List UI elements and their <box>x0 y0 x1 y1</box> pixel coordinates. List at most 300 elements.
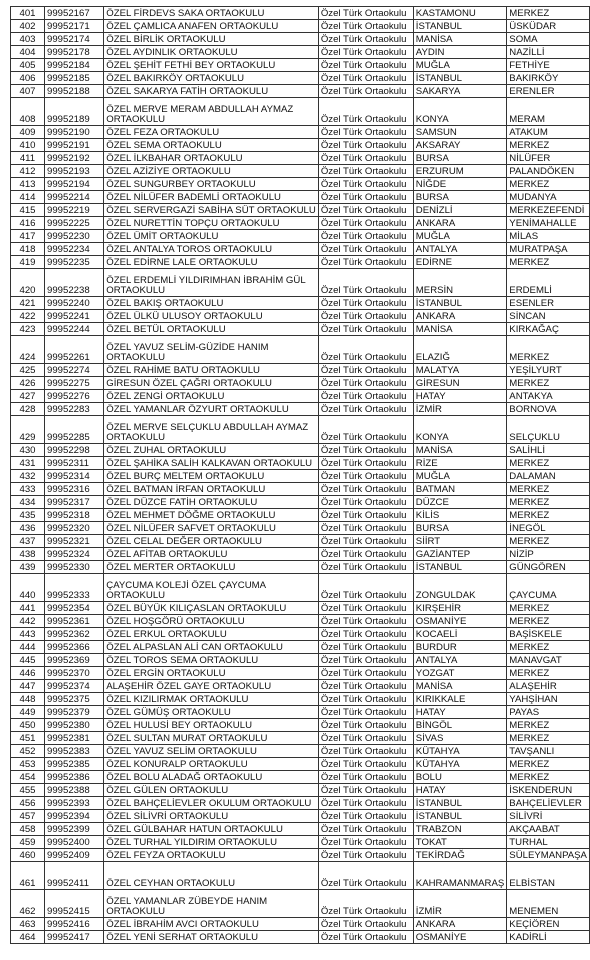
province-cell: TRABZON <box>413 823 507 836</box>
school-code-cell: 99952385 <box>44 758 103 771</box>
row-number-cell: 425 <box>11 364 45 377</box>
school-name-cell: ÖZEL BAKIRKÖY ORTAOKULU <box>104 72 319 85</box>
district-cell: MERKEZ <box>507 457 590 470</box>
row-number-cell: 427 <box>11 390 45 403</box>
district-cell: MERKEZ <box>507 732 590 745</box>
school-name-cell: ÖZEL SEMA ORTAOKULU <box>104 139 319 152</box>
table-row <box>11 230 590 243</box>
school-list-table <box>10 6 590 944</box>
school-type-cell: Özel Türk Ortaokulu <box>318 745 413 758</box>
province-cell: OSMANİYE <box>413 615 507 628</box>
school-name-cell: ÖZEL ERDEMLİ YILDIRIMHAN İBRAHİM GÜL ORTAOKULU <box>104 269 319 297</box>
district-cell: MERKEZ <box>507 496 590 509</box>
table-row <box>11 165 590 178</box>
school-name-cell: ÖZEL BETÜL ORTAOKULU <box>104 323 319 336</box>
province-cell: KONYA <box>413 98 507 126</box>
district-cell: ERDEMLİ <box>507 269 590 297</box>
table-row <box>11 243 590 256</box>
table-row <box>11 574 590 602</box>
table-row <box>11 377 590 390</box>
school-type-cell: Özel Türk Ortaokulu <box>318 165 413 178</box>
row-number-cell: 419 <box>11 256 45 269</box>
table-row <box>11 33 590 46</box>
school-type-cell: Özel Türk Ortaokulu <box>318 403 413 416</box>
school-code-cell: 99952362 <box>44 628 103 641</box>
province-cell: OSMANİYE <box>413 931 507 944</box>
province-cell: İSTANBUL <box>413 20 507 33</box>
district-cell: KEÇİÖREN <box>507 918 590 931</box>
school-name-cell: ÖZEL ZENGİ ORTAOKULU <box>104 390 319 403</box>
row-number-cell: 408 <box>11 98 45 126</box>
school-name-cell: ÖZEL FİRDEVS SAKA ORTAOKULU <box>104 7 319 20</box>
district-cell: SÜLEYMANPAŞA <box>507 849 590 862</box>
school-name-cell: ÖZEL ANTALYA TOROS ORTAOKULU <box>104 243 319 256</box>
school-name-cell: ÖZEL BÜYÜK KILIÇASLAN ORTAOKULU <box>104 602 319 615</box>
school-name-cell: ÖZEL SAKARYA FATİH ORTAOKULU <box>104 85 319 98</box>
district-cell: İNEGÖL <box>507 522 590 535</box>
school-name-cell: ÖZEL YAVUZ SELİM ORTAOKULU <box>104 745 319 758</box>
table-row <box>11 823 590 836</box>
district-cell: MANAVGAT <box>507 654 590 667</box>
row-number-cell: 463 <box>11 918 45 931</box>
table-row <box>11 72 590 85</box>
school-type-cell: Özel Türk Ortaokulu <box>318 931 413 944</box>
school-code-cell: 99952189 <box>44 98 103 126</box>
school-type-cell: Özel Türk Ortaokulu <box>318 654 413 667</box>
district-cell: ERENLER <box>507 85 590 98</box>
province-cell: MANİSA <box>413 444 507 457</box>
row-number-cell: 407 <box>11 85 45 98</box>
province-cell: ZONGULDAK <box>413 574 507 602</box>
school-name-cell: ÖZEL CEYHAN ORTAOKULU <box>104 862 319 890</box>
table-row <box>11 522 590 535</box>
school-type-cell: Özel Türk Ortaokulu <box>318 810 413 823</box>
table-row <box>11 758 590 771</box>
row-number-cell: 450 <box>11 719 45 732</box>
province-cell: MUĞLA <box>413 230 507 243</box>
table-row <box>11 654 590 667</box>
table-row <box>11 719 590 732</box>
row-number-cell: 454 <box>11 771 45 784</box>
row-number-cell: 430 <box>11 444 45 457</box>
school-type-cell: Özel Türk Ortaokulu <box>318 706 413 719</box>
row-number-cell: 410 <box>11 139 45 152</box>
province-cell: YOZGAT <box>413 667 507 680</box>
row-number-cell: 434 <box>11 496 45 509</box>
province-cell: EDİRNE <box>413 256 507 269</box>
district-cell: MERKEZ <box>507 758 590 771</box>
district-cell: SELÇUKLU <box>507 416 590 444</box>
province-cell: BURDUR <box>413 641 507 654</box>
district-cell: YENİMAHALLE <box>507 217 590 230</box>
table-row <box>11 849 590 862</box>
school-code-cell: 99952393 <box>44 797 103 810</box>
row-number-cell: 414 <box>11 191 45 204</box>
province-cell: NİĞDE <box>413 178 507 191</box>
school-name-cell: ÇAYCUMA KOLEJİ ÖZEL ÇAYCUMA ORTAOKULU <box>104 574 319 602</box>
province-cell: AKSARAY <box>413 139 507 152</box>
province-cell: TEKİRDAĞ <box>413 849 507 862</box>
school-type-cell: Özel Türk Ortaokulu <box>318 243 413 256</box>
table-row <box>11 310 590 323</box>
district-cell: PALANDÖKEN <box>507 165 590 178</box>
district-cell: MERKEZ <box>507 483 590 496</box>
row-number-cell: 442 <box>11 615 45 628</box>
row-number-cell: 459 <box>11 836 45 849</box>
school-code-cell: 99952417 <box>44 931 103 944</box>
school-name-cell: ÖZEL FEYZA ORTAOKULU <box>104 849 319 862</box>
school-type-cell: Özel Türk Ortaokulu <box>318 7 413 20</box>
district-cell: MERKEZ <box>507 719 590 732</box>
district-cell: MERKEZ <box>507 139 590 152</box>
district-cell: MERKEZ <box>507 377 590 390</box>
table-row <box>11 269 590 297</box>
row-number-cell: 412 <box>11 165 45 178</box>
district-cell: ALAŞEHİR <box>507 680 590 693</box>
school-code-cell: 99952230 <box>44 230 103 243</box>
table-row <box>11 641 590 654</box>
school-code-cell: 99952415 <box>44 890 103 918</box>
province-cell: ERZURUM <box>413 165 507 178</box>
school-name-cell: ÖZEL ERGİN ORTAOKULU <box>104 667 319 680</box>
school-code-cell: 99952174 <box>44 33 103 46</box>
row-number-cell: 421 <box>11 297 45 310</box>
row-number-cell: 415 <box>11 204 45 217</box>
school-name-cell: ÖZEL MERTER ORTAOKULU <box>104 561 319 574</box>
table-row <box>11 364 590 377</box>
row-number-cell: 461 <box>11 862 45 890</box>
row-number-cell: 422 <box>11 310 45 323</box>
table-row <box>11 771 590 784</box>
table-row <box>11 336 590 364</box>
district-cell: MERKEZ <box>507 641 590 654</box>
province-cell: KİLİS <box>413 509 507 522</box>
district-cell: SALİHLİ <box>507 444 590 457</box>
school-code-cell: 99952244 <box>44 323 103 336</box>
row-number-cell: 452 <box>11 745 45 758</box>
school-name-cell: GİRESUN ÖZEL ÇAĞRI ORTAOKULU <box>104 377 319 390</box>
table-row <box>11 602 590 615</box>
school-code-cell: 99952354 <box>44 602 103 615</box>
school-code-cell: 99952316 <box>44 483 103 496</box>
school-code-cell: 99952194 <box>44 178 103 191</box>
school-name-cell: ÖZEL ERKUL ORTAOKULU <box>104 628 319 641</box>
row-number-cell: 409 <box>11 126 45 139</box>
table-row <box>11 85 590 98</box>
school-name-cell: ÖZEL ÜMİT ORTAOKULU <box>104 230 319 243</box>
district-cell: NAZİLLİ <box>507 46 590 59</box>
school-code-cell: 99952234 <box>44 243 103 256</box>
province-cell: KONYA <box>413 416 507 444</box>
school-name-cell: ÖZEL HULUSİ BEY ORTAOKULU <box>104 719 319 732</box>
school-name-cell: ÖZEL AFİTAB ORTAOKULU <box>104 548 319 561</box>
school-type-cell: Özel Türk Ortaokulu <box>318 470 413 483</box>
school-name-cell: ÖZEL MERVE MERAM ABDULLAH AYMAZ ORTAOKULU <box>104 98 319 126</box>
district-cell: TAVŞANLI <box>507 745 590 758</box>
school-type-cell: Özel Türk Ortaokulu <box>318 862 413 890</box>
school-code-cell: 99952193 <box>44 165 103 178</box>
school-code-cell: 99952235 <box>44 256 103 269</box>
table-row <box>11 7 590 20</box>
school-name-cell: ÖZEL AYDINLIK ORTAOKULU <box>104 46 319 59</box>
district-cell: YAHŞİHAN <box>507 693 590 706</box>
district-cell: MERKEZ <box>507 535 590 548</box>
school-code-cell: 99952394 <box>44 810 103 823</box>
district-cell: SİNCAN <box>507 310 590 323</box>
school-code-cell: 99952333 <box>44 574 103 602</box>
province-cell: ANKARA <box>413 310 507 323</box>
school-type-cell: Özel Türk Ortaokulu <box>318 628 413 641</box>
row-number-cell: 402 <box>11 20 45 33</box>
school-name-cell: ÖZEL NİLÜFER BADEMLİ ORTAOKULU <box>104 191 319 204</box>
row-number-cell: 444 <box>11 641 45 654</box>
row-number-cell: 443 <box>11 628 45 641</box>
school-type-cell: Özel Türk Ortaokulu <box>318 548 413 561</box>
row-number-cell: 451 <box>11 732 45 745</box>
province-cell: MUĞLA <box>413 470 507 483</box>
school-name-cell: ÖZEL YENİ SERHAT ORTAOKULU <box>104 931 319 944</box>
school-name-cell: ÖZEL EDİRNE LALE ORTAOKULU <box>104 256 319 269</box>
school-name-cell: ÖZEL AZİZİYE ORTAOKULU <box>104 165 319 178</box>
district-cell: MERKEZ <box>507 509 590 522</box>
table-row <box>11 470 590 483</box>
row-number-cell: 457 <box>11 810 45 823</box>
table-row <box>11 628 590 641</box>
table-row <box>11 152 590 165</box>
table-row <box>11 178 590 191</box>
district-cell: BAHÇELİEVLER <box>507 797 590 810</box>
school-type-cell: Özel Türk Ortaokulu <box>318 72 413 85</box>
school-type-cell: Özel Türk Ortaokulu <box>318 457 413 470</box>
province-cell: SİVAS <box>413 732 507 745</box>
school-code-cell: 99952374 <box>44 680 103 693</box>
school-name-cell: ÖZEL YAMANLAR ZÜBEYDE HANIM ORTAOKULU <box>104 890 319 918</box>
school-code-cell: 99952188 <box>44 85 103 98</box>
school-type-cell: Özel Türk Ortaokulu <box>318 483 413 496</box>
district-cell: MURATPAŞA <box>507 243 590 256</box>
school-type-cell: Özel Türk Ortaokulu <box>318 522 413 535</box>
row-number-cell: 403 <box>11 33 45 46</box>
school-type-cell: Özel Türk Ortaokulu <box>318 390 413 403</box>
table-row <box>11 217 590 230</box>
row-number-cell: 433 <box>11 483 45 496</box>
table-row <box>11 931 590 944</box>
school-name-cell: ÖZEL KIZILIRMAK ORTAOKULU <box>104 693 319 706</box>
school-type-cell: Özel Türk Ortaokulu <box>318 364 413 377</box>
row-number-cell: 431 <box>11 457 45 470</box>
school-type-cell: Özel Türk Ortaokulu <box>318 693 413 706</box>
province-cell: İZMİR <box>413 890 507 918</box>
school-code-cell: 99952369 <box>44 654 103 667</box>
row-number-cell: 411 <box>11 152 45 165</box>
province-cell: BATMAN <box>413 483 507 496</box>
school-name-cell: ÖZEL BİRLİK ORTAOKULU <box>104 33 319 46</box>
district-cell: NİZİP <box>507 548 590 561</box>
province-cell: DÜZCE <box>413 496 507 509</box>
table-row <box>11 810 590 823</box>
row-number-cell: 447 <box>11 680 45 693</box>
province-cell: GAZİANTEP <box>413 548 507 561</box>
school-name-cell: ÖZEL MERVE SELÇUKLU ABDULLAH AYMAZ ORTAOKULU <box>104 416 319 444</box>
row-number-cell: 449 <box>11 706 45 719</box>
school-type-cell: Özel Türk Ortaokulu <box>318 784 413 797</box>
row-number-cell: 418 <box>11 243 45 256</box>
school-code-cell: 99952185 <box>44 72 103 85</box>
district-cell: MERKEZ <box>507 602 590 615</box>
school-code-cell: 99952361 <box>44 615 103 628</box>
school-type-cell: Özel Türk Ortaokulu <box>318 126 413 139</box>
row-number-cell: 429 <box>11 416 45 444</box>
school-type-cell: Özel Türk Ortaokulu <box>318 574 413 602</box>
school-code-cell: 99952375 <box>44 693 103 706</box>
school-type-cell: Özel Türk Ortaokulu <box>318 191 413 204</box>
table-row <box>11 862 590 890</box>
school-type-cell: Özel Türk Ortaokulu <box>318 719 413 732</box>
school-name-cell: ÖZEL BAKIŞ ORTAOKULU <box>104 297 319 310</box>
row-number-cell: 460 <box>11 849 45 862</box>
table-row <box>11 416 590 444</box>
province-cell: MERSİN <box>413 269 507 297</box>
school-name-cell: ÖZEL DÜZCE FATİH ORTAOKULU <box>104 496 319 509</box>
district-cell: ÜSKÜDAR <box>507 20 590 33</box>
school-name-cell: ÖZEL BOLU ALADAĞ ORTAOKULU <box>104 771 319 784</box>
province-cell: İSTANBUL <box>413 797 507 810</box>
school-name-cell: ÖZEL TOROS SEMA ORTAOKULU <box>104 654 319 667</box>
row-number-cell: 458 <box>11 823 45 836</box>
school-type-cell: Özel Türk Ortaokulu <box>318 178 413 191</box>
table-row <box>11 59 590 72</box>
district-cell: AKÇAABAT <box>507 823 590 836</box>
school-name-cell: ÖZEL FEZA ORTAOKULU <box>104 126 319 139</box>
school-type-cell: Özel Türk Ortaokulu <box>318 890 413 918</box>
table-row <box>11 20 590 33</box>
school-type-cell: Özel Türk Ortaokulu <box>318 602 413 615</box>
school-code-cell: 99952241 <box>44 310 103 323</box>
school-type-cell: Özel Türk Ortaokulu <box>318 615 413 628</box>
row-number-cell: 423 <box>11 323 45 336</box>
school-code-cell: 99952238 <box>44 269 103 297</box>
school-code-cell: 99952400 <box>44 836 103 849</box>
row-number-cell: 456 <box>11 797 45 810</box>
district-cell: MERKEZ <box>507 178 590 191</box>
school-type-cell: Özel Türk Ortaokulu <box>318 758 413 771</box>
school-code-cell: 99952317 <box>44 496 103 509</box>
district-cell: BAKIRKÖY <box>507 72 590 85</box>
district-cell: DALAMAN <box>507 470 590 483</box>
school-code-cell: 99952324 <box>44 548 103 561</box>
row-number-cell: 436 <box>11 522 45 535</box>
province-cell: SAKARYA <box>413 85 507 98</box>
school-type-cell: Özel Türk Ortaokulu <box>318 561 413 574</box>
district-cell: İSKENDERUN <box>507 784 590 797</box>
province-cell: HATAY <box>413 784 507 797</box>
province-cell: KÜTAHYA <box>413 758 507 771</box>
province-cell: BURSA <box>413 522 507 535</box>
table-row <box>11 890 590 918</box>
table-row <box>11 615 590 628</box>
district-cell: ESENLER <box>507 297 590 310</box>
school-name-cell: ÖZEL YAVUZ SELİM-GÜZİDE HANIM ORTAOKULU <box>104 336 319 364</box>
school-name-cell: ÖZEL İBRAHİM AVCI ORTAOKULU <box>104 918 319 931</box>
school-name-cell: ÖZEL SULTAN MURAT ORTAOKULU <box>104 732 319 745</box>
school-code-cell: 99952380 <box>44 719 103 732</box>
school-type-cell: Özel Türk Ortaokulu <box>318 20 413 33</box>
school-code-cell: 99952314 <box>44 470 103 483</box>
district-cell: ELBİSTAN <box>507 862 590 890</box>
school-type-cell: Özel Türk Ortaokulu <box>318 849 413 862</box>
table-row <box>11 444 590 457</box>
row-number-cell: 432 <box>11 470 45 483</box>
district-cell: GÜNGÖREN <box>507 561 590 574</box>
table-row <box>11 457 590 470</box>
school-name-cell: ÖZEL MEHMET DÖĞME ORTAOKULU <box>104 509 319 522</box>
table-row <box>11 693 590 706</box>
province-cell: KIRŞEHİR <box>413 602 507 615</box>
school-name-cell: ÖZEL GÜLEN ORTAOKULU <box>104 784 319 797</box>
school-code-cell: 99952416 <box>44 918 103 931</box>
province-cell: TOKAT <box>413 836 507 849</box>
school-code-cell: 99952191 <box>44 139 103 152</box>
school-code-cell: 99952192 <box>44 152 103 165</box>
school-name-cell: ÖZEL SERVERGAZİ SABİHA SÜT ORTAOKULU <box>104 204 319 217</box>
school-code-cell: 99952225 <box>44 217 103 230</box>
school-type-cell: Özel Türk Ortaokulu <box>318 269 413 297</box>
province-cell: MANİSA <box>413 33 507 46</box>
school-code-cell: 99952240 <box>44 297 103 310</box>
province-cell: İSTANBUL <box>413 810 507 823</box>
district-cell: FETHİYE <box>507 59 590 72</box>
school-code-cell: 99952311 <box>44 457 103 470</box>
school-name-cell: ÖZEL GÜLBAHAR HATUN ORTAOKULU <box>104 823 319 836</box>
school-type-cell: Özel Türk Ortaokulu <box>318 823 413 836</box>
school-code-cell: 99952171 <box>44 20 103 33</box>
province-cell: İSTANBUL <box>413 561 507 574</box>
table-row <box>11 509 590 522</box>
district-cell: KADİRLİ <box>507 931 590 944</box>
school-name-cell: ÖZEL RAHİME BATU ORTAOKULU <box>104 364 319 377</box>
school-code-cell: 99952283 <box>44 403 103 416</box>
row-number-cell: 401 <box>11 7 45 20</box>
school-name-cell: ÖZEL KONURALP ORTAOKULU <box>104 758 319 771</box>
province-cell: KOCAELİ <box>413 628 507 641</box>
school-name-cell: ÖZEL BATMAN İRFAN ORTAOKULU <box>104 483 319 496</box>
district-cell: SOMA <box>507 33 590 46</box>
school-name-cell: ÖZEL NİLÜFER SAFVET ORTAOKULU <box>104 522 319 535</box>
school-type-cell: Özel Türk Ortaokulu <box>318 139 413 152</box>
school-type-cell: Özel Türk Ortaokulu <box>318 641 413 654</box>
school-code-cell: 99952285 <box>44 416 103 444</box>
table-row <box>11 98 590 126</box>
school-code-cell: 99952298 <box>44 444 103 457</box>
school-name-cell: ÖZEL ŞEHİT FETHİ BEY ORTAOKULU <box>104 59 319 72</box>
row-number-cell: 448 <box>11 693 45 706</box>
school-type-cell: Özel Türk Ortaokulu <box>318 377 413 390</box>
school-code-cell: 99952388 <box>44 784 103 797</box>
school-code-cell: 99952261 <box>44 336 103 364</box>
district-cell: MENEMEN <box>507 890 590 918</box>
school-type-cell: Özel Türk Ortaokulu <box>318 797 413 810</box>
school-code-cell: 99952214 <box>44 191 103 204</box>
district-cell: MERKEZ <box>507 667 590 680</box>
school-type-cell: Özel Türk Ortaokulu <box>318 33 413 46</box>
school-code-cell: 99952399 <box>44 823 103 836</box>
row-number-cell: 441 <box>11 602 45 615</box>
school-code-cell: 99952330 <box>44 561 103 574</box>
school-code-cell: 99952411 <box>44 862 103 890</box>
province-cell: BURSA <box>413 152 507 165</box>
district-cell: NİLÜFER <box>507 152 590 165</box>
table-row <box>11 535 590 548</box>
